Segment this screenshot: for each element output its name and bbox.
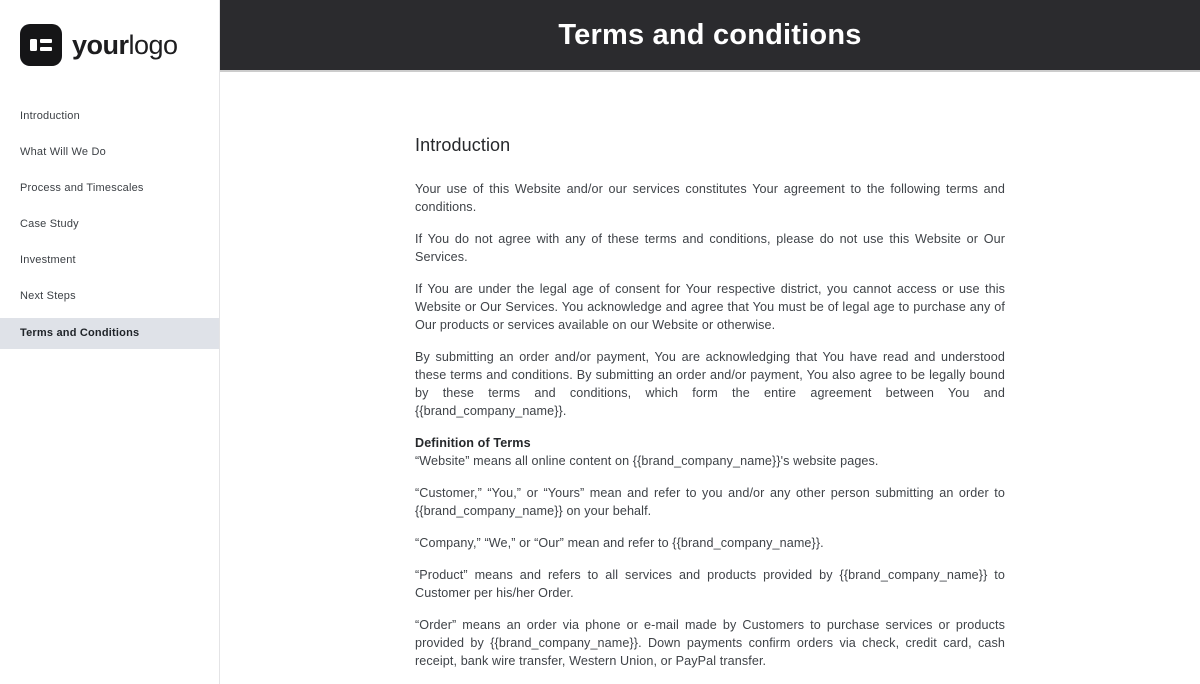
sidebar bbox=[0, 0, 220, 684]
paragraph-text: “Company,” “We,” or “Our” mean and refer to {{brand_company_name}}. bbox=[415, 536, 824, 550]
paragraph bbox=[415, 348, 1005, 420]
paragraph-text: “Website” means all online content on {{brand_company_name}}'s website pages. bbox=[415, 454, 879, 468]
brand-logo-text-bold: your bbox=[72, 29, 129, 60]
brand-logo-text-light: logo bbox=[128, 29, 178, 60]
brand-logo-icon bbox=[20, 24, 62, 66]
page-title: Terms and conditions bbox=[558, 18, 862, 51]
sidebar-item-next-steps[interactable]: Next Steps bbox=[20, 290, 76, 302]
paragraph bbox=[415, 616, 1005, 670]
sidebar-item-introduction[interactable]: Introduction bbox=[20, 110, 80, 122]
sidebar-item-investment[interactable]: Investment bbox=[20, 254, 76, 266]
paragraph bbox=[415, 434, 1005, 470]
paragraph-text: Your use of this Website and/or our services constitutes Your agreement to the following terms and conditions. bbox=[415, 182, 1005, 214]
paragraph bbox=[415, 230, 1005, 266]
paragraph bbox=[415, 180, 1005, 216]
section-heading: Introduction bbox=[415, 135, 511, 155]
paragraph-text: By submitting an order and/or payment, You are acknowledging that You have read and understood these terms and conditions. By submitting an order and/or payment, You also agree to be legally bound by these terms and conditions, which form the entire agreement between You and {{brand_company_name}}. bbox=[415, 350, 1005, 418]
paragraph-text: If You are under the legal age of consent for Your respective district, you cannot access or use this Website or Our Services. You acknowledge and agree that You must be of legal age to purchase any of Our products or services available on our Website or otherwise. bbox=[415, 282, 1005, 332]
paragraph-text: If You do not agree with any of these terms and conditions, please do not use this Website or Our Services. bbox=[415, 232, 1005, 264]
sidebar-item-terms-and-conditions[interactable]: Terms and Conditions bbox=[0, 318, 219, 349]
sidebar-nav bbox=[0, 102, 219, 349]
document-column bbox=[415, 135, 1005, 670]
paragraph-text: “Product” means and refers to all services and products provided by {{brand_company_name}} to Customer per his/her Order. bbox=[415, 568, 1005, 600]
page-banner bbox=[220, 0, 1200, 72]
paragraph-text: “Customer,” “You,” or “Yours” mean and refer to you and/or any other person submitting an order to {{brand_company_name}} on your behalf. bbox=[415, 486, 1005, 518]
brand-logo[interactable] bbox=[0, 24, 219, 66]
sidebar-item-case-study[interactable]: Case Study bbox=[20, 218, 79, 230]
document-content bbox=[220, 72, 1200, 684]
main-area bbox=[220, 0, 1200, 684]
paragraph bbox=[415, 484, 1005, 520]
sidebar-item-process-and-timescales[interactable]: Process and Timescales bbox=[20, 182, 144, 194]
sidebar-item-what-will-we-do[interactable]: What Will We Do bbox=[20, 146, 106, 158]
paragraph bbox=[415, 280, 1005, 334]
paragraph bbox=[415, 566, 1005, 602]
paragraph-heading-definition-of-terms: Definition of Terms bbox=[415, 436, 531, 450]
paragraph bbox=[415, 534, 1005, 552]
brand-logo-text bbox=[72, 30, 178, 61]
paragraph-text: “Order” means an order via phone or e-mail made by Customers to purchase services or products provided by {{brand_company_name}}. Down payments confirm orders via check, credit card, cash receipt, bank wire transfer, Western Union, or PayPal transfer. bbox=[415, 618, 1005, 668]
